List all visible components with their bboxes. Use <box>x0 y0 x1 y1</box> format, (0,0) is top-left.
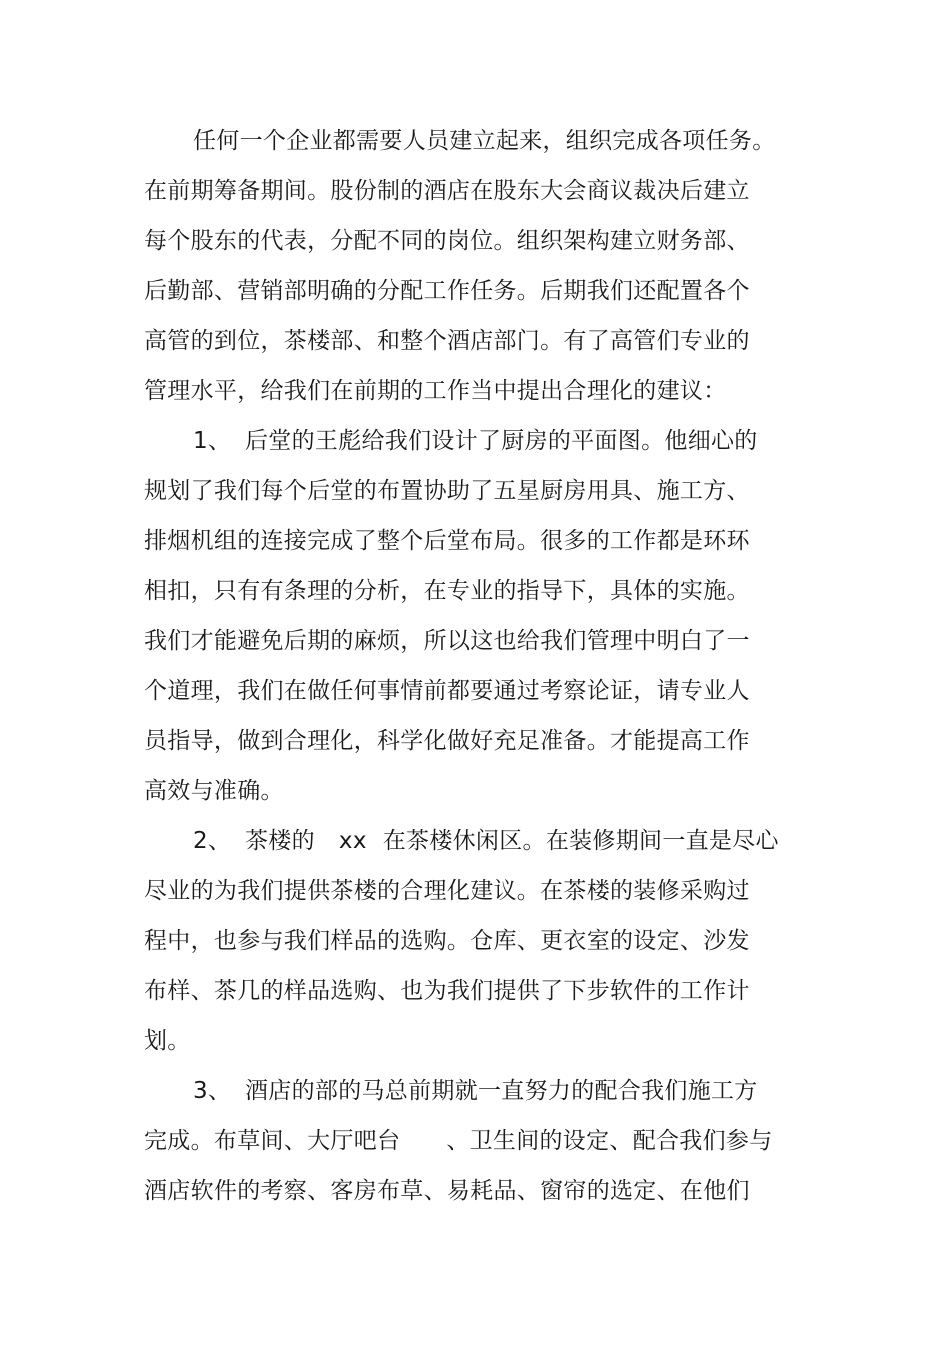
text-line: 尽业的为我们提供茶楼的合理化建议。在茶楼的装修采购过 <box>144 878 750 904</box>
text-line: 在前期筹备期间。股份制的酒店在股东大会商议裁决后建立 <box>144 178 750 204</box>
text-line: 划。 <box>144 1028 191 1054</box>
text-line: 任何一个企业都需要人员建立起来，组织完成各项任务。 <box>193 128 776 154</box>
text-line <box>144 1126 773 1156</box>
list-item-2-first-line <box>193 826 779 856</box>
text-line: 我们才能避免后期的麻烦，所以这也给我们管理中明白了一 <box>144 628 750 654</box>
text-span: 在茶楼休闲区。在装修期间一直是尽心 <box>382 828 779 854</box>
text-line: 每个股东的代表，分配不同的岗位。组织架构建立财务部、 <box>144 228 750 254</box>
text-line: 程中，也参与我们样品的选购。仓库、更衣室的设定、沙发 <box>144 928 750 954</box>
list-number: 1、 <box>193 428 232 454</box>
list-item-3-first-line <box>193 1076 758 1106</box>
text-line: 排烟机组的连接完成了整个后堂布局。很多的工作都是环环 <box>144 528 750 554</box>
text-line: 管理水平，给我们在前期的工作当中提出合理化的建议： <box>144 378 727 404</box>
text-span: 酒店的部的马总前期就一直努力的配合我们施工方 <box>245 1078 758 1104</box>
text-line: 布样、茶几的样品选购、也为我们提供了下步软件的工作计 <box>144 978 750 1004</box>
text-span: 茶楼的 <box>245 828 315 854</box>
text-span: 、卫生间的设定、配合我们参与 <box>446 1128 773 1154</box>
text-line: 相扣，只有有条理的分析，在专业的指导下，具体的实施。 <box>144 578 750 604</box>
list-item-1-first-line <box>193 426 758 456</box>
list-number: 2、 <box>193 828 232 854</box>
text-line: 员指导，做到合理化，科学化做好充足准备。才能提高工作 <box>144 728 750 754</box>
text-span: 完成。布草间、大厅吧台 <box>144 1128 401 1154</box>
text-line: 酒店软件的考察、客房布草、易耗品、窗帘的选定、在他们 <box>144 1178 750 1204</box>
text-span: 后堂的王彪给我们设计了厨房的平面图。他细心的 <box>245 428 758 454</box>
text-line: 个道理，我们在做任何事情前都要通过考察论证，请专业人 <box>144 678 750 704</box>
list-number: 3、 <box>193 1078 232 1104</box>
text-span: xx <box>338 828 367 854</box>
text-line: 高效与准确。 <box>144 778 284 804</box>
text-line: 规划了我们每个后堂的布置协助了五星厨房用具、施工方、 <box>144 478 750 504</box>
text-line: 高管的到位，茶楼部、和整个酒店部门。有了高管们专业的 <box>144 328 750 354</box>
text-line: 后勤部、营销部明确的分配工作任务。后期我们还配置各个 <box>144 278 750 304</box>
